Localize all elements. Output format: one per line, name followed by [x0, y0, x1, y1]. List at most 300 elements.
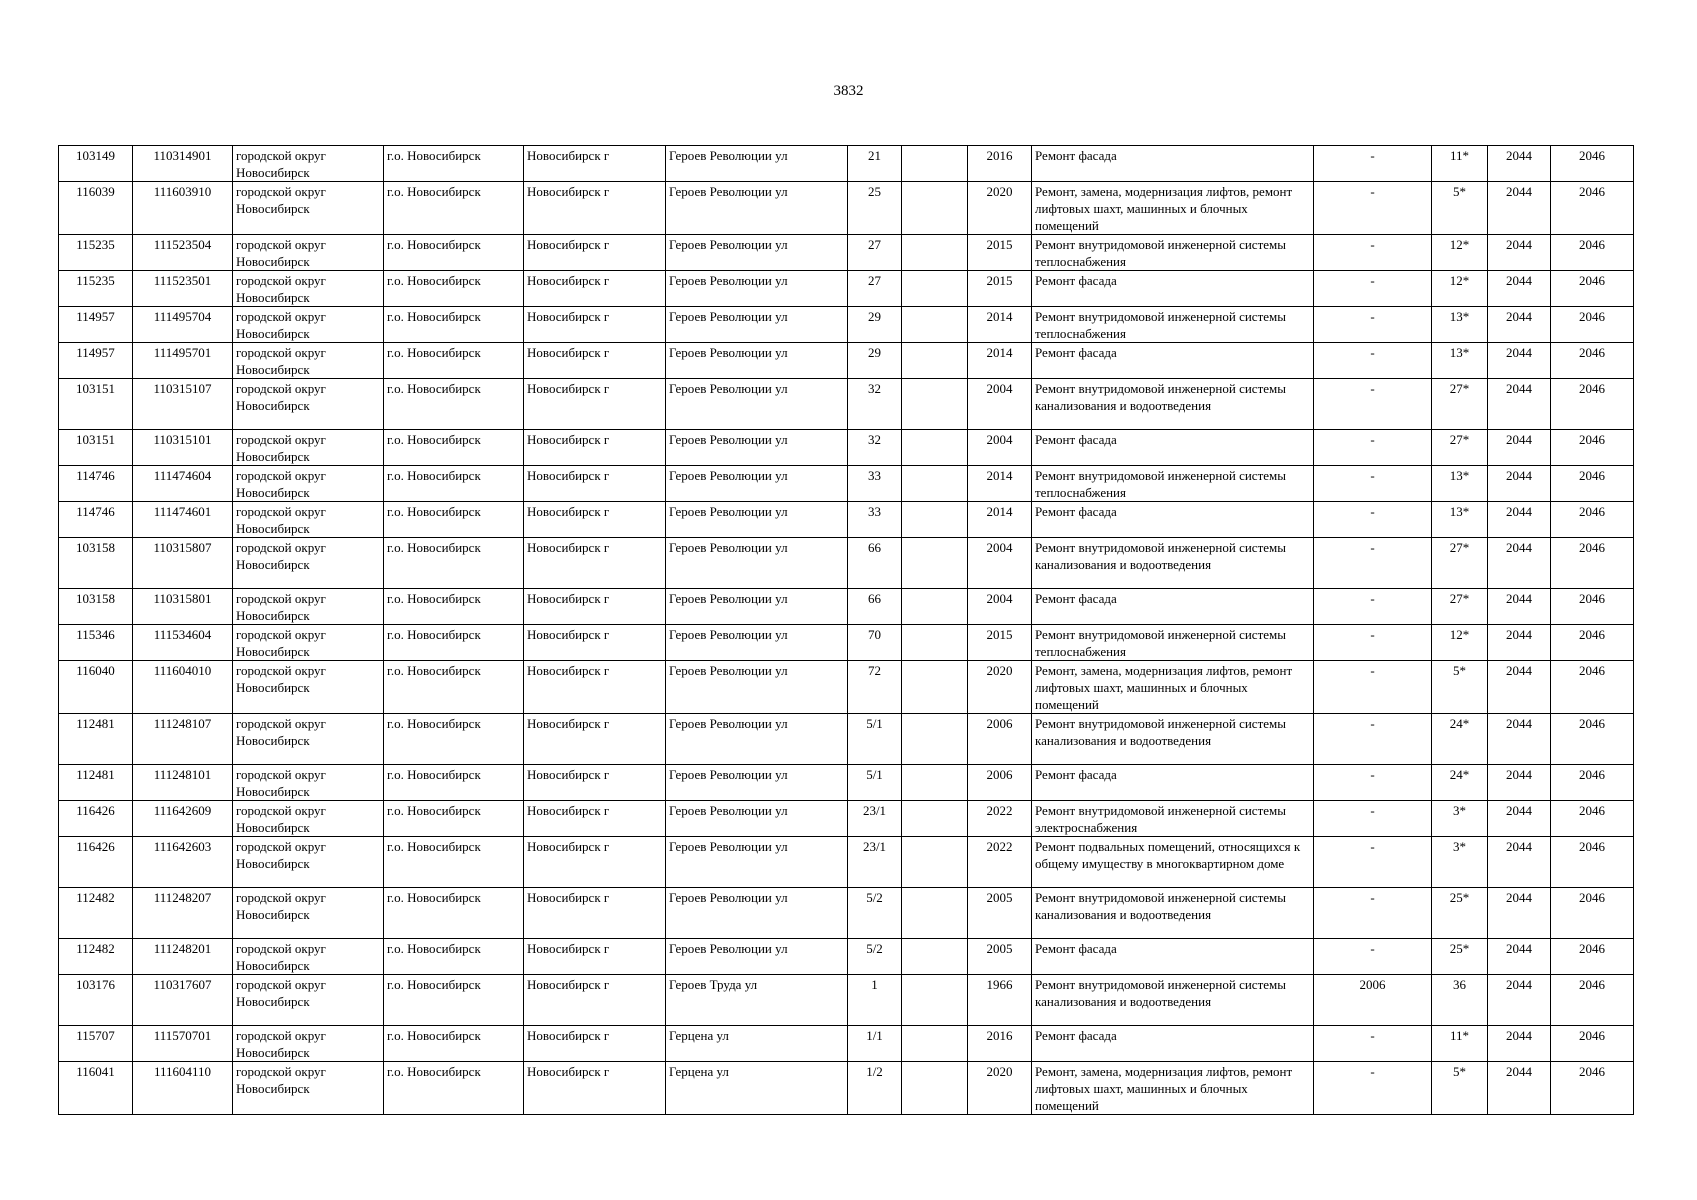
- building-cell: [902, 343, 968, 379]
- plan-start-cell: 2044: [1488, 625, 1551, 661]
- year-cell: 2014: [968, 502, 1032, 538]
- district-cell: г.о. Новосибирск: [384, 1062, 524, 1115]
- plan-end-cell: 2046: [1551, 837, 1634, 888]
- age-cell: 25*: [1432, 939, 1488, 975]
- street-cell: Героев Революции ул: [666, 502, 848, 538]
- last-repair-cell: 2006: [1314, 975, 1432, 1026]
- table-row: [59, 379, 1634, 430]
- work-code-cell: 111248201: [133, 939, 233, 975]
- locality-cell: Новосибирск г: [524, 307, 666, 343]
- building-cell: [902, 182, 968, 235]
- building-cell: [902, 430, 968, 466]
- plan-start-cell: 2044: [1488, 1062, 1551, 1115]
- house-id-cell: 103151: [59, 430, 133, 466]
- table-row: [59, 975, 1634, 1026]
- house-number-cell: 72: [848, 661, 902, 714]
- municipality-cell: городской округ Новосибирск: [233, 888, 384, 939]
- house-id-cell: 116039: [59, 182, 133, 235]
- street-cell: Героев Революции ул: [666, 661, 848, 714]
- plan-end-cell: 2046: [1551, 1062, 1634, 1115]
- locality-cell: Новосибирск г: [524, 661, 666, 714]
- house-id-cell: 115235: [59, 271, 133, 307]
- house-id-cell: 112481: [59, 765, 133, 801]
- district-cell: г.о. Новосибирск: [384, 714, 524, 765]
- work-type-cell: Ремонт внутридомовой инженерной системы канализования и водоотведения: [1032, 714, 1314, 765]
- house-id-cell: 116426: [59, 801, 133, 837]
- plan-end-cell: 2046: [1551, 625, 1634, 661]
- work-type-cell: Ремонт фасада: [1032, 146, 1314, 182]
- work-code-cell: 111248107: [133, 714, 233, 765]
- district-cell: г.о. Новосибирск: [384, 939, 524, 975]
- district-cell: г.о. Новосибирск: [384, 661, 524, 714]
- work-type-cell: Ремонт внутридомовой инженерной системы канализования и водоотведения: [1032, 538, 1314, 589]
- age-cell: 13*: [1432, 343, 1488, 379]
- municipality-cell: городской округ Новосибирск: [233, 502, 384, 538]
- plan-start-cell: 2044: [1488, 888, 1551, 939]
- locality-cell: Новосибирск г: [524, 625, 666, 661]
- last-repair-cell: -: [1314, 765, 1432, 801]
- table-row: [59, 271, 1634, 307]
- plan-start-cell: 2044: [1488, 146, 1551, 182]
- age-cell: 36: [1432, 975, 1488, 1026]
- last-repair-cell: -: [1314, 430, 1432, 466]
- plan-end-cell: 2046: [1551, 765, 1634, 801]
- plan-end-cell: 2046: [1551, 307, 1634, 343]
- building-cell: [902, 661, 968, 714]
- table-row: [59, 1026, 1634, 1062]
- street-cell: Героев Революции ул: [666, 801, 848, 837]
- work-code-cell: 111570701: [133, 1026, 233, 1062]
- locality-cell: Новосибирск г: [524, 939, 666, 975]
- municipality-cell: городской округ Новосибирск: [233, 343, 384, 379]
- plan-end-cell: 2046: [1551, 538, 1634, 589]
- plan-start-cell: 2044: [1488, 271, 1551, 307]
- street-cell: Героев Революции ул: [666, 235, 848, 271]
- year-cell: 2014: [968, 307, 1032, 343]
- house-id-cell: 112482: [59, 888, 133, 939]
- plan-start-cell: 2044: [1488, 466, 1551, 502]
- last-repair-cell: -: [1314, 271, 1432, 307]
- street-cell: Героев Революции ул: [666, 307, 848, 343]
- locality-cell: Новосибирск г: [524, 379, 666, 430]
- plan-end-cell: 2046: [1551, 888, 1634, 939]
- locality-cell: Новосибирск г: [524, 271, 666, 307]
- work-type-cell: Ремонт фасада: [1032, 430, 1314, 466]
- municipality-cell: городской округ Новосибирск: [233, 661, 384, 714]
- municipality-cell: городской округ Новосибирск: [233, 235, 384, 271]
- age-cell: 5*: [1432, 661, 1488, 714]
- year-cell: 2016: [968, 146, 1032, 182]
- work-type-cell: Ремонт фасада: [1032, 765, 1314, 801]
- work-code-cell: 111495704: [133, 307, 233, 343]
- municipality-cell: городской округ Новосибирск: [233, 1062, 384, 1115]
- work-type-cell: Ремонт внутридомовой инженерной системы теплоснабжения: [1032, 307, 1314, 343]
- table-row: [59, 625, 1634, 661]
- year-cell: 2006: [968, 714, 1032, 765]
- work-type-cell: Ремонт внутридомовой инженерной системы теплоснабжения: [1032, 625, 1314, 661]
- work-type-cell: Ремонт внутридомовой инженерной системы электроснабжения: [1032, 801, 1314, 837]
- last-repair-cell: -: [1314, 466, 1432, 502]
- work-code-cell: 111604110: [133, 1062, 233, 1115]
- table-row: [59, 235, 1634, 271]
- table-row: [59, 1062, 1634, 1115]
- district-cell: г.о. Новосибирск: [384, 801, 524, 837]
- street-cell: Героев Революции ул: [666, 589, 848, 625]
- municipality-cell: городской округ Новосибирск: [233, 271, 384, 307]
- house-number-cell: 25: [848, 182, 902, 235]
- building-cell: [902, 146, 968, 182]
- street-cell: Героев Революции ул: [666, 182, 848, 235]
- district-cell: г.о. Новосибирск: [384, 307, 524, 343]
- year-cell: 2020: [968, 1062, 1032, 1115]
- district-cell: г.о. Новосибирск: [384, 589, 524, 625]
- street-cell: Героев Революции ул: [666, 343, 848, 379]
- house-number-cell: 5/1: [848, 765, 902, 801]
- house-id-cell: 103158: [59, 538, 133, 589]
- table-row: [59, 146, 1634, 182]
- table-row: [59, 430, 1634, 466]
- municipality-cell: городской округ Новосибирск: [233, 466, 384, 502]
- house-id-cell: 112481: [59, 714, 133, 765]
- house-number-cell: 66: [848, 538, 902, 589]
- year-cell: 2014: [968, 343, 1032, 379]
- building-cell: [902, 837, 968, 888]
- work-code-cell: 110315101: [133, 430, 233, 466]
- plan-end-cell: 2046: [1551, 714, 1634, 765]
- work-code-cell: 111642603: [133, 837, 233, 888]
- last-repair-cell: -: [1314, 146, 1432, 182]
- work-type-cell: Ремонт внутридомовой инженерной системы теплоснабжения: [1032, 466, 1314, 502]
- house-id-cell: 116040: [59, 661, 133, 714]
- year-cell: 2004: [968, 379, 1032, 430]
- work-type-cell: Ремонт фасада: [1032, 343, 1314, 379]
- house-id-cell: 114957: [59, 307, 133, 343]
- street-cell: Героев Революции ул: [666, 430, 848, 466]
- district-cell: г.о. Новосибирск: [384, 888, 524, 939]
- municipality-cell: городской округ Новосибирск: [233, 625, 384, 661]
- district-cell: г.о. Новосибирск: [384, 146, 524, 182]
- municipality-cell: городской округ Новосибирск: [233, 182, 384, 235]
- year-cell: 2014: [968, 466, 1032, 502]
- age-cell: 3*: [1432, 837, 1488, 888]
- work-type-cell: Ремонт фасада: [1032, 502, 1314, 538]
- plan-end-cell: 2046: [1551, 271, 1634, 307]
- building-cell: [902, 1026, 968, 1062]
- district-cell: г.о. Новосибирск: [384, 625, 524, 661]
- year-cell: 2022: [968, 837, 1032, 888]
- age-cell: 11*: [1432, 146, 1488, 182]
- house-number-cell: 5/2: [848, 888, 902, 939]
- house-number-cell: 23/1: [848, 837, 902, 888]
- district-cell: г.о. Новосибирск: [384, 271, 524, 307]
- locality-cell: Новосибирск г: [524, 182, 666, 235]
- age-cell: 13*: [1432, 307, 1488, 343]
- building-cell: [902, 502, 968, 538]
- locality-cell: Новосибирск г: [524, 801, 666, 837]
- age-cell: 12*: [1432, 271, 1488, 307]
- work-type-cell: Ремонт, замена, модернизация лифтов, ремонт лифтовых шахт, машинных и блочных помещений: [1032, 661, 1314, 714]
- last-repair-cell: -: [1314, 625, 1432, 661]
- plan-end-cell: 2046: [1551, 343, 1634, 379]
- locality-cell: Новосибирск г: [524, 466, 666, 502]
- plan-start-cell: 2044: [1488, 307, 1551, 343]
- work-code-cell: 110317607: [133, 975, 233, 1026]
- house-number-cell: 1/2: [848, 1062, 902, 1115]
- house-number-cell: 1/1: [848, 1026, 902, 1062]
- locality-cell: Новосибирск г: [524, 765, 666, 801]
- age-cell: 3*: [1432, 801, 1488, 837]
- work-type-cell: Ремонт внутридомовой инженерной системы теплоснабжения: [1032, 235, 1314, 271]
- year-cell: 2016: [968, 1026, 1032, 1062]
- locality-cell: Новосибирск г: [524, 589, 666, 625]
- work-type-cell: Ремонт внутридомовой инженерной системы канализования и водоотведения: [1032, 888, 1314, 939]
- locality-cell: Новосибирск г: [524, 235, 666, 271]
- year-cell: 2015: [968, 235, 1032, 271]
- house-id-cell: 103151: [59, 379, 133, 430]
- plan-end-cell: 2046: [1551, 235, 1634, 271]
- year-cell: 2020: [968, 661, 1032, 714]
- work-code-cell: 110315807: [133, 538, 233, 589]
- building-cell: [902, 888, 968, 939]
- work-code-cell: 110315801: [133, 589, 233, 625]
- house-number-cell: 1: [848, 975, 902, 1026]
- house-number-cell: 5/1: [848, 714, 902, 765]
- work-type-cell: Ремонт внутридомовой инженерной системы канализования и водоотведения: [1032, 379, 1314, 430]
- building-cell: [902, 939, 968, 975]
- street-cell: Героев Революции ул: [666, 625, 848, 661]
- house-id-cell: 114957: [59, 343, 133, 379]
- age-cell: 13*: [1432, 466, 1488, 502]
- plan-end-cell: 2046: [1551, 379, 1634, 430]
- last-repair-cell: -: [1314, 888, 1432, 939]
- age-cell: 5*: [1432, 1062, 1488, 1115]
- house-id-cell: 115235: [59, 235, 133, 271]
- locality-cell: Новосибирск г: [524, 714, 666, 765]
- municipality-cell: городской округ Новосибирск: [233, 765, 384, 801]
- year-cell: 2006: [968, 765, 1032, 801]
- locality-cell: Новосибирск г: [524, 975, 666, 1026]
- locality-cell: Новосибирск г: [524, 837, 666, 888]
- table-row: [59, 939, 1634, 975]
- district-cell: г.о. Новосибирск: [384, 975, 524, 1026]
- building-cell: [902, 235, 968, 271]
- house-number-cell: 66: [848, 589, 902, 625]
- table-row: [59, 589, 1634, 625]
- plan-start-cell: 2044: [1488, 538, 1551, 589]
- table-row: [59, 837, 1634, 888]
- district-cell: г.о. Новосибирск: [384, 466, 524, 502]
- last-repair-cell: -: [1314, 1026, 1432, 1062]
- age-cell: 24*: [1432, 765, 1488, 801]
- plan-end-cell: 2046: [1551, 182, 1634, 235]
- locality-cell: Новосибирск г: [524, 1062, 666, 1115]
- work-type-cell: Ремонт фасада: [1032, 271, 1314, 307]
- district-cell: г.о. Новосибирск: [384, 182, 524, 235]
- table-row: [59, 538, 1634, 589]
- plan-end-cell: 2046: [1551, 502, 1634, 538]
- street-cell: Героев Революции ул: [666, 146, 848, 182]
- building-cell: [902, 589, 968, 625]
- age-cell: 27*: [1432, 430, 1488, 466]
- house-number-cell: 5/2: [848, 939, 902, 975]
- plan-start-cell: 2044: [1488, 430, 1551, 466]
- work-type-cell: Ремонт, замена, модернизация лифтов, ремонт лифтовых шахт, машинных и блочных помещений: [1032, 182, 1314, 235]
- plan-start-cell: 2044: [1488, 837, 1551, 888]
- work-code-cell: 111523501: [133, 271, 233, 307]
- plan-start-cell: 2044: [1488, 714, 1551, 765]
- work-code-cell: 111474601: [133, 502, 233, 538]
- district-cell: г.о. Новосибирск: [384, 538, 524, 589]
- house-id-cell: 103149: [59, 146, 133, 182]
- last-repair-cell: -: [1314, 343, 1432, 379]
- building-cell: [902, 538, 968, 589]
- table-body: [59, 146, 1634, 1115]
- year-cell: 2020: [968, 182, 1032, 235]
- house-number-cell: 33: [848, 466, 902, 502]
- year-cell: 2022: [968, 801, 1032, 837]
- work-code-cell: 111495701: [133, 343, 233, 379]
- work-code-cell: 111642609: [133, 801, 233, 837]
- municipality-cell: городской округ Новосибирск: [233, 307, 384, 343]
- municipality-cell: городской округ Новосибирск: [233, 146, 384, 182]
- work-code-cell: 111523504: [133, 235, 233, 271]
- building-cell: [902, 307, 968, 343]
- year-cell: 2004: [968, 538, 1032, 589]
- plan-end-cell: 2046: [1551, 975, 1634, 1026]
- plan-start-cell: 2044: [1488, 1026, 1551, 1062]
- year-cell: 2015: [968, 625, 1032, 661]
- year-cell: 2005: [968, 888, 1032, 939]
- plan-end-cell: 2046: [1551, 466, 1634, 502]
- age-cell: 13*: [1432, 502, 1488, 538]
- building-cell: [902, 765, 968, 801]
- municipality-cell: городской округ Новосибирск: [233, 801, 384, 837]
- street-cell: Героев Революции ул: [666, 538, 848, 589]
- plan-end-cell: 2046: [1551, 146, 1634, 182]
- locality-cell: Новосибирск г: [524, 430, 666, 466]
- municipality-cell: городской округ Новосибирск: [233, 589, 384, 625]
- plan-end-cell: 2046: [1551, 939, 1634, 975]
- repair-register-table: [58, 145, 1634, 1115]
- municipality-cell: городской округ Новосибирск: [233, 939, 384, 975]
- year-cell: 1966: [968, 975, 1032, 1026]
- plan-start-cell: 2044: [1488, 343, 1551, 379]
- municipality-cell: городской округ Новосибирск: [233, 430, 384, 466]
- work-code-cell: 110315107: [133, 379, 233, 430]
- work-code-cell: 111603910: [133, 182, 233, 235]
- table-row: [59, 307, 1634, 343]
- age-cell: 12*: [1432, 235, 1488, 271]
- house-number-cell: 27: [848, 271, 902, 307]
- last-repair-cell: -: [1314, 589, 1432, 625]
- work-type-cell: Ремонт подвальных помещений, относящихся к общему имуществу в многоквартирном доме: [1032, 837, 1314, 888]
- house-id-cell: 115346: [59, 625, 133, 661]
- last-repair-cell: -: [1314, 538, 1432, 589]
- table-row: [59, 661, 1634, 714]
- house-id-cell: 116426: [59, 837, 133, 888]
- house-number-cell: 27: [848, 235, 902, 271]
- age-cell: 27*: [1432, 379, 1488, 430]
- work-code-cell: 111534604: [133, 625, 233, 661]
- street-cell: Героев Революции ул: [666, 939, 848, 975]
- age-cell: 24*: [1432, 714, 1488, 765]
- building-cell: [902, 1062, 968, 1115]
- table-row: [59, 801, 1634, 837]
- table-row: [59, 765, 1634, 801]
- work-code-cell: 110314901: [133, 146, 233, 182]
- building-cell: [902, 466, 968, 502]
- last-repair-cell: -: [1314, 502, 1432, 538]
- table-row: [59, 714, 1634, 765]
- street-cell: Героев Революции ул: [666, 271, 848, 307]
- street-cell: Героев Революции ул: [666, 765, 848, 801]
- locality-cell: Новосибирск г: [524, 343, 666, 379]
- district-cell: г.о. Новосибирск: [384, 379, 524, 430]
- plan-start-cell: 2044: [1488, 939, 1551, 975]
- year-cell: 2005: [968, 939, 1032, 975]
- table-row: [59, 343, 1634, 379]
- street-cell: Героев Революции ул: [666, 466, 848, 502]
- municipality-cell: городской округ Новосибирск: [233, 975, 384, 1026]
- house-number-cell: 32: [848, 379, 902, 430]
- house-id-cell: 112482: [59, 939, 133, 975]
- last-repair-cell: -: [1314, 1062, 1432, 1115]
- building-cell: [902, 379, 968, 430]
- municipality-cell: городской округ Новосибирск: [233, 379, 384, 430]
- street-cell: Героев Революции ул: [666, 837, 848, 888]
- age-cell: 27*: [1432, 538, 1488, 589]
- building-cell: [902, 975, 968, 1026]
- work-type-cell: Ремонт фасада: [1032, 939, 1314, 975]
- plan-start-cell: 2044: [1488, 765, 1551, 801]
- district-cell: г.о. Новосибирск: [384, 235, 524, 271]
- plan-end-cell: 2046: [1551, 661, 1634, 714]
- age-cell: 25*: [1432, 888, 1488, 939]
- house-number-cell: 32: [848, 430, 902, 466]
- municipality-cell: городской округ Новосибирск: [233, 1026, 384, 1062]
- last-repair-cell: -: [1314, 379, 1432, 430]
- year-cell: 2004: [968, 589, 1032, 625]
- plan-end-cell: 2046: [1551, 801, 1634, 837]
- district-cell: г.о. Новосибирск: [384, 343, 524, 379]
- last-repair-cell: -: [1314, 939, 1432, 975]
- street-cell: Героев Революции ул: [666, 379, 848, 430]
- street-cell: Герцена ул: [666, 1026, 848, 1062]
- building-cell: [902, 714, 968, 765]
- work-type-cell: Ремонт внутридомовой инженерной системы канализования и водоотведения: [1032, 975, 1314, 1026]
- house-id-cell: 115707: [59, 1026, 133, 1062]
- house-id-cell: 116041: [59, 1062, 133, 1115]
- house-id-cell: 114746: [59, 502, 133, 538]
- building-cell: [902, 801, 968, 837]
- year-cell: 2015: [968, 271, 1032, 307]
- plan-start-cell: 2044: [1488, 235, 1551, 271]
- last-repair-cell: -: [1314, 307, 1432, 343]
- work-type-cell: Ремонт фасада: [1032, 589, 1314, 625]
- plan-end-cell: 2046: [1551, 589, 1634, 625]
- work-code-cell: 111604010: [133, 661, 233, 714]
- age-cell: 5*: [1432, 182, 1488, 235]
- age-cell: 27*: [1432, 589, 1488, 625]
- house-id-cell: 103176: [59, 975, 133, 1026]
- house-number-cell: 70: [848, 625, 902, 661]
- street-cell: Героев Труда ул: [666, 975, 848, 1026]
- plan-start-cell: 2044: [1488, 589, 1551, 625]
- locality-cell: Новосибирск г: [524, 538, 666, 589]
- table-row: [59, 182, 1634, 235]
- age-cell: 11*: [1432, 1026, 1488, 1062]
- table-row: [59, 502, 1634, 538]
